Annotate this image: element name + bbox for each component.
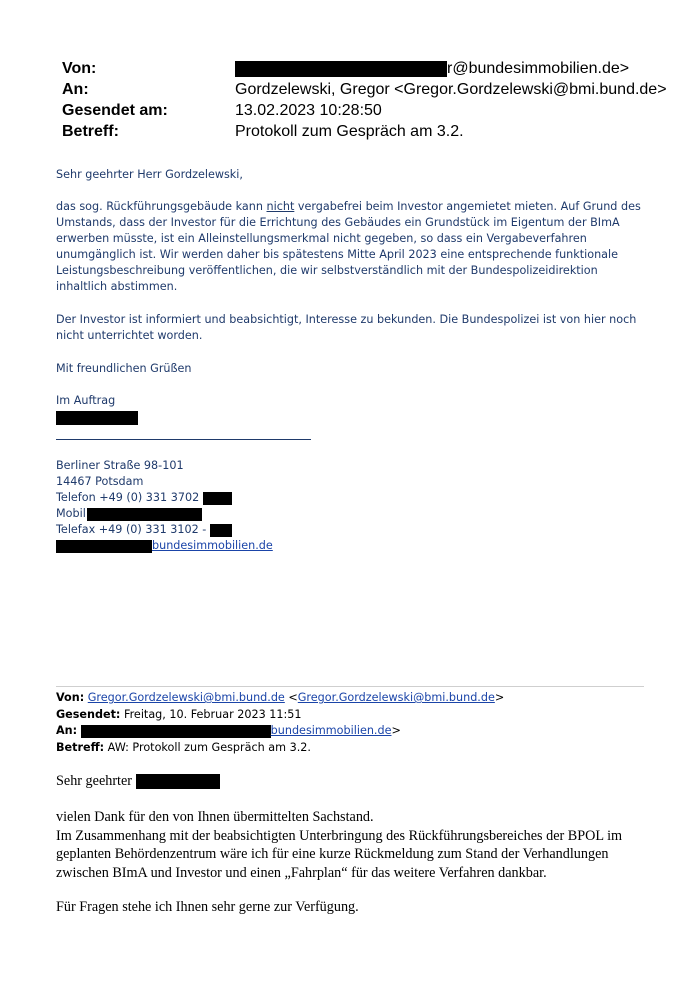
fwd-to-row (56, 723, 656, 740)
fwd-body-paragraph-1 (56, 808, 656, 882)
header-to-row (62, 79, 667, 100)
fwd-body-line-1: vielen Dank für den von Ihnen übermittelten Sachstand. (56, 809, 374, 825)
header-from-row (62, 58, 662, 79)
p1-text-after: vergabefrei beim Investor angemietet mieten. Auf Grund des Umstands, dass der Investor für die Errichtung des Gebäudes ein Grundstück im Eigentum der BImA erwerben müsste, ist ein Alleinstellungsmerkmal nicht gegeben, so dass ein Vergabeverfahren unumgänglich ist. Wir werden daher bis spätestens Mitte April 2023 eine entsprechende funktionale Leistungsbeschreibung veröffentlichen, die wir selbstverständlich mit der Bundespolizeidirektion inhaltlich abstimmen. (56, 200, 641, 293)
fwd-from-row (56, 690, 656, 707)
signature-city: 14467 Potsdam (56, 475, 144, 488)
signature-fax-row (56, 522, 646, 538)
fwd-to-end: > (391, 724, 401, 737)
header-subject-row (62, 121, 662, 142)
fwd-from-end: > (494, 691, 505, 704)
fwd-body-paragraph-2: Im Zusammenhang mit der beabsichtigten Unterbringung des Rückführungsbereiches der BPOL im geplanten Behördenzentrum wäre ich für eine kurze Rückmeldung zum Stand der Verhandlungen zwischen BImA und Investor und einen „Fahrplan“ für das weitere Verfahren dankbar. (56, 827, 623, 881)
fwd-to-redaction (81, 725, 271, 738)
fax-extension-redaction (210, 524, 232, 537)
signature-street: Berliner Straße 98-101 (56, 459, 184, 472)
fwd-greeting: Sehr geehrter (56, 773, 133, 789)
signature-name-redaction (56, 411, 138, 425)
fwd-subject-row (56, 740, 656, 757)
sent-value: 13.02.2023 10:28:50 (235, 102, 382, 119)
reply-paragraph-1 (56, 199, 646, 295)
header-sent-row (62, 100, 662, 121)
from-value (235, 58, 629, 79)
signature-fax: Telefax +49 (0) 331 3102 - (56, 523, 207, 536)
p1-text-before: das sog. Rückführungsgebäude kann (56, 200, 267, 213)
signature-divider (56, 439, 311, 440)
signature-email-link[interactable]: bundesimmobilien.de (152, 539, 273, 552)
signature-block (56, 458, 646, 554)
from-label: Von: (62, 60, 97, 77)
p1-underlined-word: nicht (266, 200, 295, 213)
subject-label: Betreff: (62, 123, 119, 140)
to-value: Gordzelewski, Gregor <Gregor.Gordzelewski@bmi.bund.de> (235, 81, 667, 98)
fwd-greeting-redaction (136, 774, 220, 789)
reply-greeting: Sehr geehrter Herr Gordzelewski, (56, 168, 243, 181)
forwarded-separator (56, 686, 644, 687)
fwd-to-link[interactable]: bundesimmobilien.de (270, 724, 392, 737)
fwd-greeting-row (56, 772, 656, 791)
signature-phone-row (56, 490, 646, 506)
fwd-body-paragraph-3: Für Fragen stehe ich Ihnen sehr gerne zur Verfügung. (56, 899, 359, 915)
fwd-sent-value: Freitag, 10. Februar 2023 11:51 (120, 707, 302, 721)
fwd-from-link-2[interactable]: Gregor.Gordzelewski@bmi.bund.de (297, 691, 495, 704)
reply-im-auftrag: Im Auftrag (56, 394, 116, 407)
fwd-sent-row (56, 707, 656, 724)
mobile-number-redaction (87, 508, 202, 521)
reply-paragraph-2: Der Investor ist informiert und beabsichtigt, Interesse zu bekunden. Die Bundespolizei ist von hier noch nicht unterrichtet worden. (56, 313, 637, 342)
to-label: An: (62, 81, 89, 98)
sent-label: Gesendet am: (62, 102, 168, 119)
signature-mobile-row (56, 506, 646, 522)
forwarded-header (56, 690, 656, 756)
email-header (62, 58, 667, 142)
subject-value: Protokoll zum Gespräch am 3.2. (235, 123, 464, 140)
fwd-sent-label: Gesendet: (56, 707, 121, 721)
email-local-redaction (56, 540, 152, 553)
signature-email-row (56, 538, 646, 554)
fwd-from-link[interactable]: Gregor.Gordzelewski@bmi.bund.de (87, 691, 285, 704)
fwd-from-mid: < (284, 691, 298, 704)
reply-closing: Mit freundlichen Grüßen (56, 362, 192, 375)
signature-mobile: Mobil (56, 507, 86, 520)
fwd-subject-label: Betreff: (56, 740, 105, 754)
fwd-subject-value: AW: Protokoll zum Gespräch am 3.2. (104, 740, 311, 754)
redaction-block (235, 61, 447, 77)
phone-extension-redaction (203, 492, 232, 505)
from-address: r@bundesimmobilien.de> (447, 60, 630, 77)
fwd-from-label: Von: (56, 691, 85, 704)
fwd-to-label: An: (56, 724, 78, 737)
signature-phone: Telefon +49 (0) 331 3702 (56, 491, 200, 504)
